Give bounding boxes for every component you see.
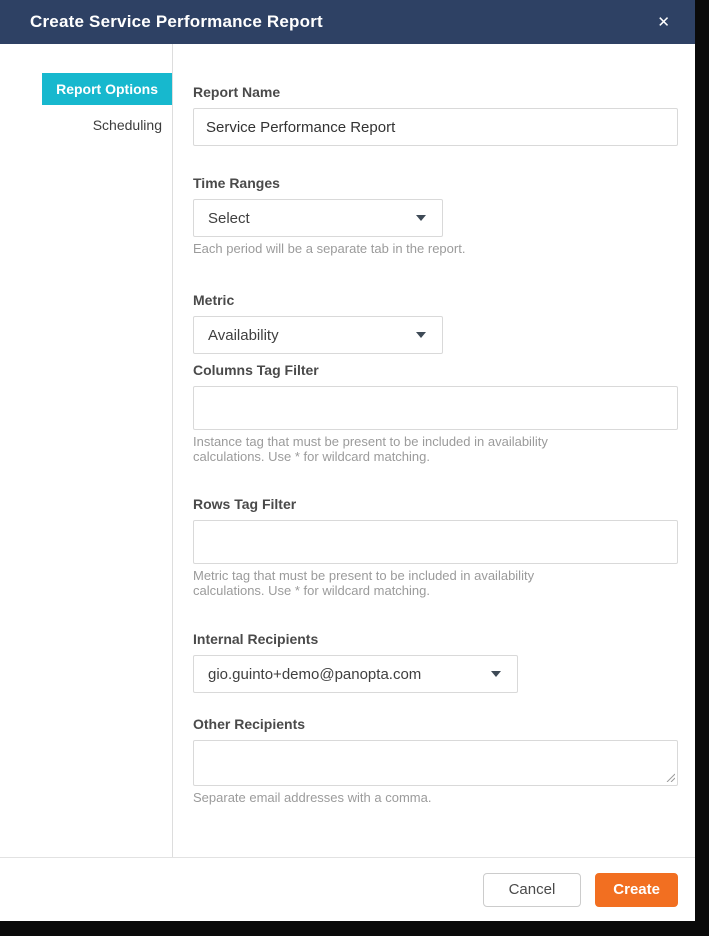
metric-label: Metric [193,292,235,308]
field-metric [193,292,678,354]
modal-header [0,0,695,44]
sidebar-item-report-options[interactable]: Report Options [42,73,172,105]
other-recipients-helper: Separate email addresses with a comma. [193,790,432,805]
metric-selected-value: Availability [208,326,279,344]
time-ranges-selected-value: Select [208,209,250,227]
field-report-name [193,84,678,146]
internal-recipients-selected-value: gio.guinto+demo@panopta.com [208,665,422,683]
field-columns-tag-filter [193,362,678,464]
time-ranges-helper: Each period will be a separate tab in the report. [193,241,466,256]
rows-tag-filter-input[interactable] [193,520,678,564]
internal-recipients-label: Internal Recipients [193,631,319,647]
modal-title: Create Service Performance Report [30,12,323,31]
report-name-label: Report Name [193,84,281,100]
field-time-ranges [193,175,678,256]
internal-recipients-select[interactable] [193,655,518,693]
other-recipients-textarea[interactable] [193,740,678,786]
columns-tag-filter-label: Columns Tag Filter [193,362,319,378]
modal-footer [0,857,695,921]
rows-tag-filter-helper: Metric tag that must be present to be included in availability calculations. Use * for wildcard matching. [193,568,535,598]
cancel-button[interactable]: Cancel [483,873,582,907]
modal-body [0,44,695,857]
other-recipients-label: Other Recipients [193,716,306,732]
rows-tag-filter-label: Rows Tag Filter [193,496,297,512]
close-icon[interactable]: ✕ [657,13,670,31]
create-button[interactable]: Create [595,873,678,907]
sidebar-item-scheduling[interactable]: Scheduling [92,117,162,133]
chevron-down-icon [491,671,501,677]
time-ranges-label: Time Ranges [193,175,280,191]
report-name-input[interactable] [193,108,678,146]
columns-tag-filter-helper: Instance tag that must be present to be included in availability calculations. Use * for wildcard matching. [193,434,548,464]
time-ranges-select[interactable] [193,199,443,237]
field-other-recipients [193,716,678,805]
columns-tag-filter-input[interactable] [193,386,678,430]
chevron-down-icon [416,215,426,221]
field-internal-recipients [193,631,678,693]
chevron-down-icon [416,332,426,338]
field-rows-tag-filter [193,496,678,598]
form-content [173,44,695,857]
sidebar [0,44,173,857]
metric-select[interactable] [193,316,443,354]
